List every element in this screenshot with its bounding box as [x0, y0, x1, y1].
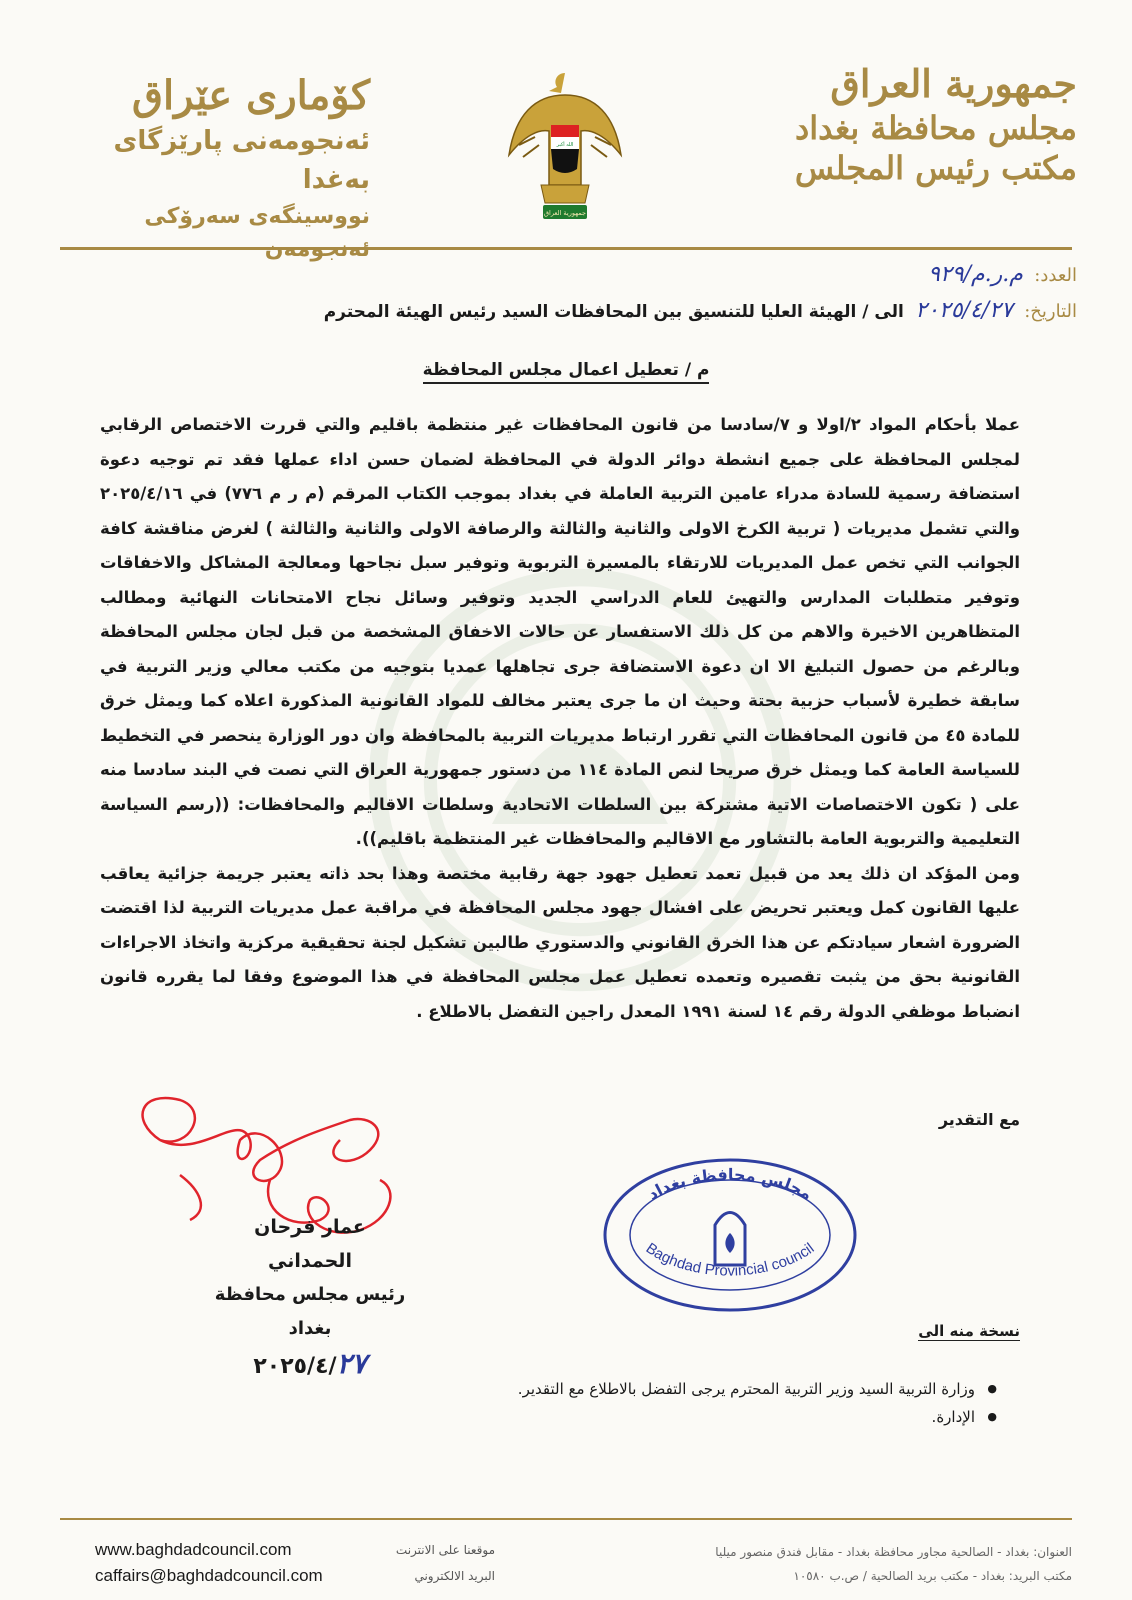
footer-contact: [95, 1537, 495, 1589]
body-paragraph-2: ومن المؤكد ان ذلك يعد من قبيل تعمد تعطيل جهود جهة رقابية مختصة وهذا بحد ذاته يعتبر جريمة جزائية يعاقب عليها القانون كمل ويعتبر تحريض على افشال جهود مجلس المحافظة في مراقبة عمل مديريات التربية لذا اقتضت الضرورة اشعار سيادتكم عن هذا الخرق القانوني والدستوري طالبين تشكيل لجنة تحقيقية مركزية واتخاذ الاجراءات القانونية بحق من يثبت تقصيره وتعمده تعطيل عمل مجلس المحافظة في هذا الموضوع وفقا لما يقرره قانون انضباط موظفي الدولة رقم ١٤ لسنة ١٩٩١ المعدل راجين التفضل بالاطلاع .: [100, 863, 1020, 1021]
emblem-caption: جمهورية العراق: [544, 209, 586, 217]
signature-block: [210, 1210, 410, 1385]
footer-website-label: موقعنا على الانترنت: [395, 1543, 495, 1557]
header-divider: [60, 247, 1072, 250]
copies-heading: [918, 1322, 1020, 1340]
header-arabic: [777, 60, 1077, 188]
date-value: ٢٠٢٥/٤/٢٧: [915, 298, 1013, 323]
body-paragraph-1: عملا بأحكام المواد ٢/اولا و ٧/سادسا من قانون المحافظات غير منتظمة باقليم والتي قررت الاختصاص الرقابي لمجلس المحافظة على جميع انشطة دوائر الدولة في المحافظة لضمان حسن اداء عملها فقد تم توجيه دعوة استضافة رسمية للسادة مدراء عامين التربية العاملة في بغداد بموجب الكتاب المرقم (م ر م ٧٧٦) في ٢٠٢٥/٤/١٦ والتي تشمل مديريات ( تربية الكرخ الاولى والثانية والثالثة والرصافة الاولى والثانية والثالثة ) لغرض مناقشة كافة الجوانب التي تخص عمل المديريات للارتقاء بالمسيرة التربوية وتوفير سبل نجاحها ومعالجة المشاكل والاخفاقات وتوفير متطلبات المدارس والتهيئ للعام الدراسي الجديد وتوفير وسائل نجاح الامتحانات النهائية ومطالب المتظاهرين الاخيرة والاهم من كل ذلك الاستفسار عن حالات الاخفاق المشخصة من قبل لجان مجلس المحافظة وبالرغم من حصول التبليغ الا ان دعوة الاستضافة جرى تجاهلها عمديا بتوجيه من مكتب معالي وزير التربية في سابقة خطيرة لأسباب حزبية بحتة وحيث ان ما جرى يعتبر مخالف للمواد القانونية المذكورة اعلاه كما ويمثل خرق للمادة ٤٥ من قانون المحافظات التي تقرر ارتباط مديريات التربية بالمحافظة وان دور الوزارة ينحصر في التخطيط للسياسة العامة كما ويمثل خرق صريحا لنص المادة ١١٤ من دستور جمهورية العراق التي نصت في البند سادسا منه على ( تكون الاختصاصات الاتية مشتركة بين السلطات الاتحادية وسلطات الاقاليم والمحافظات: ((رسم السياسة التعليمية والتربوية العامة بالتشاور مع الاقاليم والمحافظات غير المنتظمة باقليم)).: [100, 415, 1021, 848]
copies-heading-text: نسخة منه الى: [918, 1322, 1020, 1340]
header-arabic-country: جمهورية العراق: [830, 61, 1077, 106]
date-and-recipient: [324, 298, 1077, 323]
header-kurdish: [70, 70, 370, 266]
letter-body: [100, 408, 1020, 1029]
copies-list-item: ● وزارة التربية السيد وزير التربية المحترم يرجى التفضل بالاطلاع مع التقدير.: [518, 1375, 997, 1403]
signatory-title: رئيس مجلس محافظة بغداد: [214, 1284, 406, 1339]
header-kurdish-council: ئەنجومەنی پارێزگای بەغدا: [113, 126, 370, 195]
footer-divider: [60, 1518, 1072, 1520]
signature-date-hand: ٢٧: [336, 1347, 367, 1380]
header-arabic-office: مكتب رئيس المجلس: [794, 148, 1077, 187]
iraq-eagle-emblem: [505, 65, 625, 225]
header-kurdish-country: كۆماری عێراق: [131, 72, 370, 119]
reference-number-value: م.ر.م/٩٢٩: [928, 262, 1023, 287]
header-kurdish-office: نووسینگەی سەرۆکی: [144, 204, 370, 229]
recipient: الى / الهيئة العليا للتنسيق بين المحافظات السيد رئيس الهيئة المحترم: [323, 302, 904, 322]
footer-email-link[interactable]: caffairs@baghdadcouncil.com: [95, 1566, 323, 1585]
footer-pobox-line: مكتب البريد: بغداد - مكتب بريد الصالحية / ص.ب ١٠٥٨٠: [793, 1569, 1072, 1583]
reference-number: [922, 262, 1077, 287]
copies-list-item: ● الإدارة.: [518, 1403, 997, 1431]
signatory-name: عمار فرحان الحمداني: [254, 1216, 366, 1272]
footer-website-link[interactable]: www.baghdadcouncil.com: [95, 1540, 292, 1559]
footer-email-label: البريد الالكتروني: [414, 1569, 495, 1583]
signature-date: [210, 1346, 410, 1385]
header-arabic-council: مجلس محافظة بغداد: [795, 108, 1077, 147]
subject-text: م / تعطيل اعمال مجلس المحافظة: [423, 360, 710, 384]
copies-list: [518, 1375, 997, 1431]
svg-text:الله أكبر: الله أكبر: [556, 142, 574, 148]
reference-number-label: العدد:: [1034, 265, 1077, 286]
signature-date-printed: ٢٠٢٥/٤/: [253, 1354, 337, 1379]
council-stamp: [600, 1155, 860, 1315]
subject-line: [0, 360, 1132, 380]
date-label: التاريخ:: [1024, 301, 1077, 322]
footer-address-line: العنوان: بغداد - الصالحية مجاور محافظة بغداد - مقابل فندق منصور ميليا: [715, 1545, 1072, 1559]
stamp-english-text: Baghdad Provincial council: [642, 1239, 818, 1280]
stamp-arabic-text: مجلس محافظة بغداد: [644, 1164, 816, 1204]
closing-phrase: مع التقدير: [938, 1110, 1020, 1129]
footer-address: [602, 1540, 1072, 1588]
